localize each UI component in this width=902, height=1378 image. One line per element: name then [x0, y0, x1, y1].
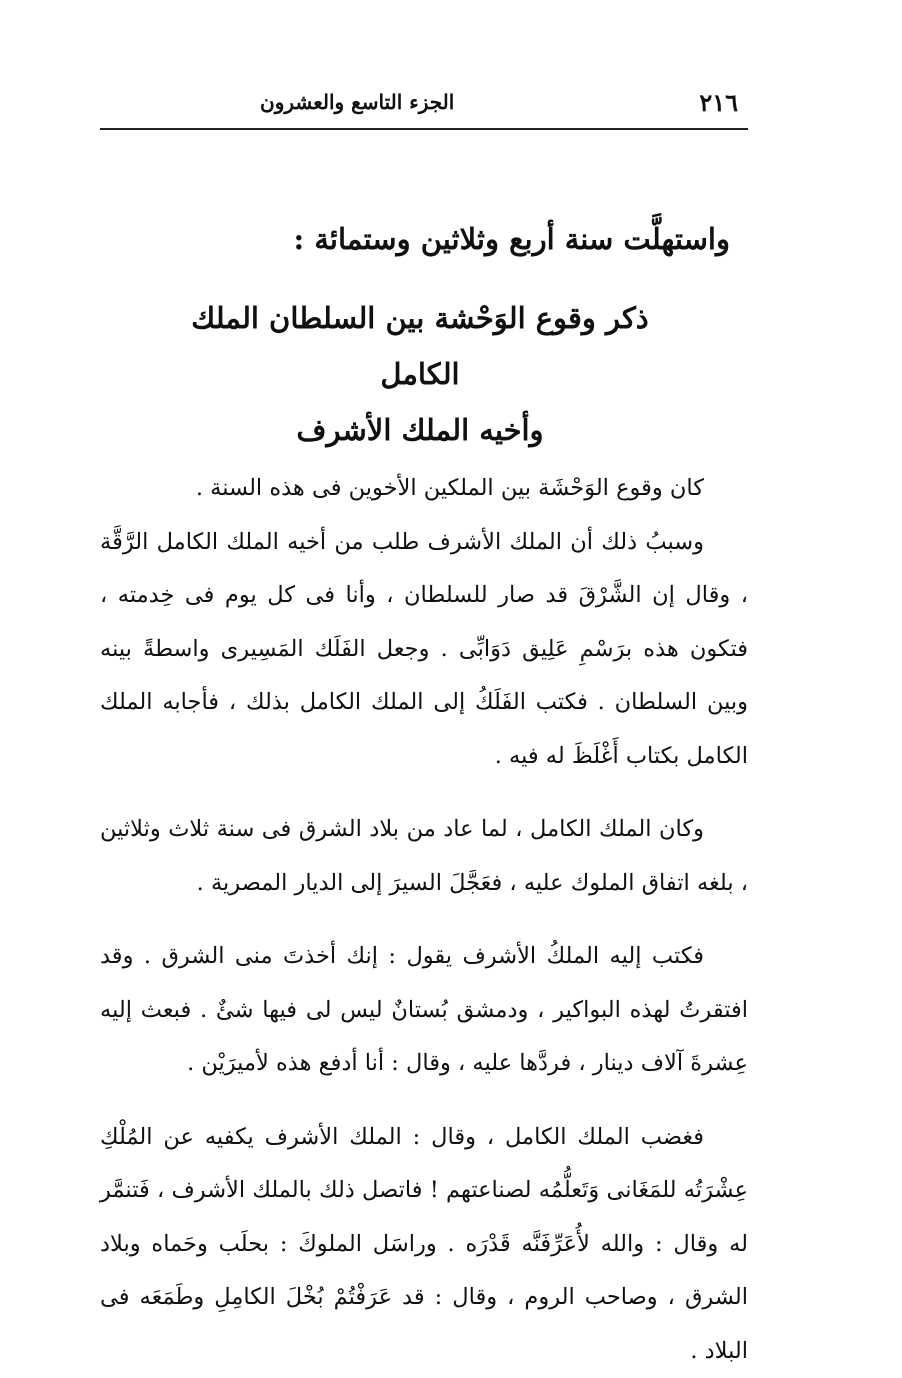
- section-title: [150, 290, 690, 458]
- section-title-line-2: وأخيه الملك الأشرف: [150, 402, 690, 458]
- running-header: [100, 78, 748, 130]
- year-heading: واستهلَّت سنة أربع وثلاثين وستمائة :: [294, 222, 730, 256]
- paragraph: فغضب الملك الكامل ، وقال : الملك الأشرف يكفيه عن المُلْكِ عِشْرَتُه للمَغَانى وَتَعلُّمُه لصناعتهم ! فاتصل ذلك بالملك الأشرف ، فَتنمَّر له وقال : والله لأُعَرِّفَنَّه قَدْرَه . وراسَل الملوكَ : بحلَب وحَماه وبلاد الشرق ، وصاحب الروم ، وقال : قد عَرَفْتُمْ بُخْلَ الكامِلِ وطَمَعَه فى البلاد .: [100, 1111, 748, 1378]
- section-title-line-1: ذكر وقوع الوَحْشة بين السلطان الملك الكامل: [150, 290, 690, 402]
- body-text: [100, 462, 748, 1378]
- paragraph: فكتب إليه الملكُ الأشرف يقول : إنك أخذتَ منى الشرق . وقد افتقرتُ لهذه البواكير ، ودمشق بُستانٌ ليس لى فيها شئٌ . فبعث إليه عِشرةَ آلاف دينار ، فردَّها عليه ، وقال : أنا أدفع هذه لأميرَيْن .: [100, 930, 748, 1091]
- paragraph: كان وقوع الوَحْشَة بين الملكين الأخوين فى هذه السنة .: [100, 462, 748, 516]
- paragraph: وسببُ ذلك أن الملك الأشرف طلب من أخيه الملك الكامل الرَّقَّة ، وقال إن الشَّرْقَ قد صار للسلطان ، وأنا فى كل يوم فى خِدمته ، فتكون هذه برَسْمِ عَلِيق دَوَابِّى . وجعل الفَلَك المَسِيرى واسطةً بينه وبين السلطان . فكتب الفَلَكُ إلى الملك الكامل بذلك ، فأجابه الملك الكامل بكتاب أَغْلَظَ له فيه .: [100, 516, 748, 784]
- paragraph: وكان الملك الكامل ، لما عاد من بلاد الشرق فى سنة ثلاث وثلاثين ، بلغه اتفاق الملوك عليه ، فعَجَّلَ السيرَ إلى الديار المصرية .: [100, 803, 748, 910]
- part-title: الجزء التاسع والعشرون: [260, 90, 454, 114]
- page-number: ٢١٦: [699, 88, 738, 117]
